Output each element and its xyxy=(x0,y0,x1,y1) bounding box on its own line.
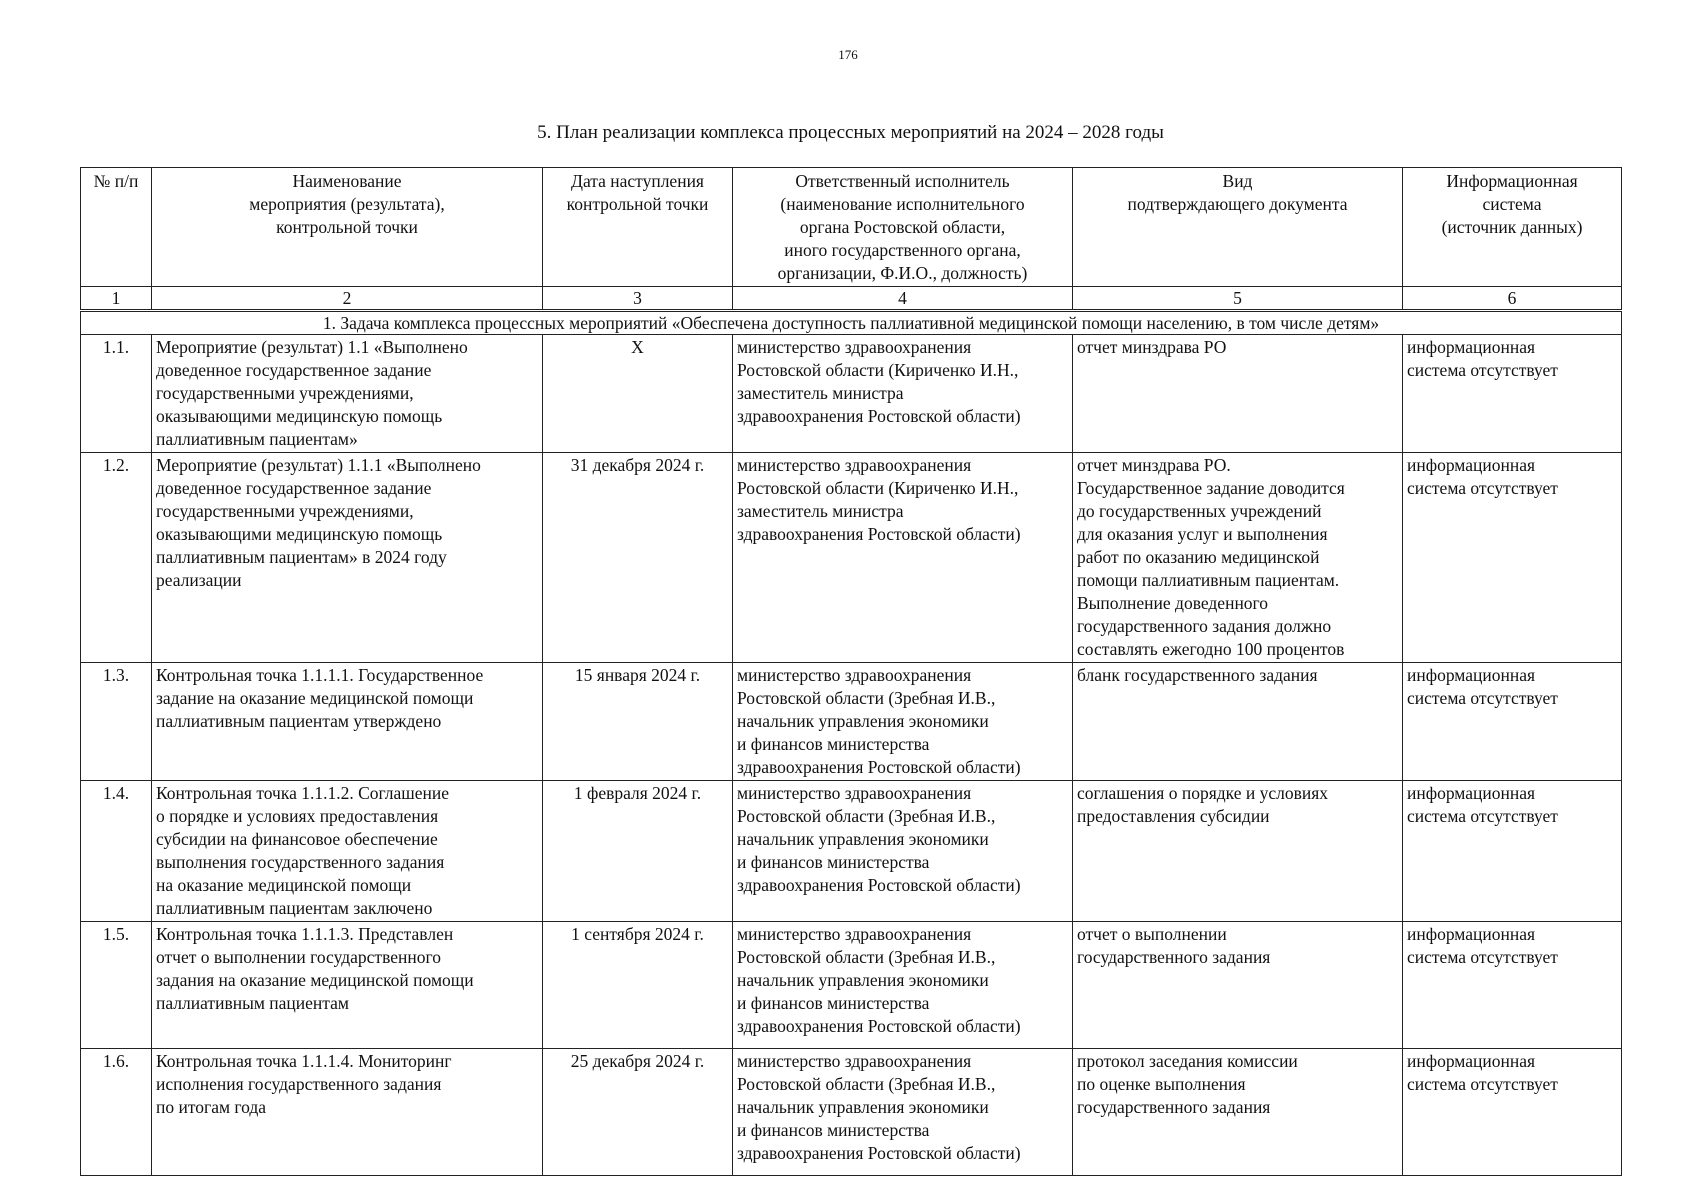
row-number: 1.1. xyxy=(81,335,152,453)
row-info-system: информационная система отсутствует xyxy=(1403,922,1622,1049)
row-event-name: Мероприятие (результат) 1.1 «Выполнено доведенное государственное задание государственными учреждениями, оказывающими медицинскую помощь паллиативным пациентам» xyxy=(152,335,543,453)
row-date: X xyxy=(543,335,733,453)
row-executor: министерство здравоохранения Ростовской области (Зребная И.В., начальник управления экономики и финансов министерства здравоохранения Ростовской области) xyxy=(733,922,1073,1049)
row-document: отчет минздрава РО. Государственное задание доводится до государственных учреждений для оказания услуг и выполнения работ по оказанию медицинской помощи паллиативным пациентам. Выполнение доведенного государственного задания должно составлять ежегодно 100 процентов xyxy=(1073,453,1403,663)
row-event-name: Контрольная точка 1.1.1.4. Мониторинг исполнения государственного задания по итогам года xyxy=(152,1049,543,1176)
row-info-system: информационная система отсутствует xyxy=(1403,335,1622,453)
row-executor: министерство здравоохранения Ростовской области (Зребная И.В., начальник управления экономики и финансов министерства здравоохранения Ростовской области) xyxy=(733,1049,1073,1176)
row-executor: министерство здравоохранения Ростовской области (Кириченко И.Н., заместитель министра здравоохранения Ростовской области) xyxy=(733,453,1073,663)
column-number: 5 xyxy=(1073,287,1403,311)
section-title: 1. Задача комплекса процессных мероприятий «Обеспечена доступность паллиативной медицинской помощи населению, в том числе детям» xyxy=(81,311,1622,335)
row-event-name: Контрольная точка 1.1.1.1. Государственное задание на оказание медицинской помощи паллиативным пациентам утверждено xyxy=(152,663,543,781)
column-number: 3 xyxy=(543,287,733,311)
row-executor: министерство здравоохранения Ростовской области (Кириченко И.Н., заместитель министра здравоохранения Ростовской области) xyxy=(733,335,1073,453)
table-row xyxy=(81,335,1622,453)
row-number: 1.3. xyxy=(81,663,152,781)
row-date: 25 декабря 2024 г. xyxy=(543,1049,733,1176)
section-row xyxy=(81,311,1622,335)
row-info-system: информационная система отсутствует xyxy=(1403,663,1622,781)
row-document: отчет минздрава РО xyxy=(1073,335,1403,453)
row-event-name: Контрольная точка 1.1.1.3. Представлен отчет о выполнении государственного задания на оказание медицинской помощи паллиативным пациентам xyxy=(152,922,543,1049)
header-number: № п/п xyxy=(81,168,152,287)
column-number: 1 xyxy=(81,287,152,311)
header-info-system: Информационная система (источник данных) xyxy=(1403,168,1622,287)
page-number: 176 xyxy=(838,47,858,62)
table-row xyxy=(81,1049,1622,1176)
row-info-system: информационная система отсутствует xyxy=(1403,453,1622,663)
column-number: 2 xyxy=(152,287,543,311)
column-number-row xyxy=(81,287,1622,311)
table-row xyxy=(81,663,1622,781)
row-date: 1 сентября 2024 г. xyxy=(543,922,733,1049)
row-info-system: информационная система отсутствует xyxy=(1403,781,1622,922)
row-event-name: Мероприятие (результат) 1.1.1 «Выполнено доведенное государственное задание государственными учреждениями, оказывающими медицинскую помощь паллиативным пациентам» в 2024 году реализации xyxy=(152,453,543,663)
header-executor: Ответственный исполнитель (наименование исполнительного органа Ростовской области, иного государственного органа, организации, Ф.И.О., должность) xyxy=(733,168,1073,287)
document-title: 5. План реализации комплекса процессных мероприятий на 2024 – 2028 годы xyxy=(537,122,1164,143)
row-date: 1 февраля 2024 г. xyxy=(543,781,733,922)
row-number: 1.6. xyxy=(81,1049,152,1176)
row-executor: министерство здравоохранения Ростовской области (Зребная И.В., начальник управления экономики и финансов министерства здравоохранения Ростовской области) xyxy=(733,663,1073,781)
row-executor: министерство здравоохранения Ростовской области (Зребная И.В., начальник управления экономики и финансов министерства здравоохранения Ростовской области) xyxy=(733,781,1073,922)
row-event-name: Контрольная точка 1.1.1.2. Соглашение о порядке и условиях предоставления субсидии на финансовое обеспечение выполнения государственного задания на оказание медицинской помощи паллиативным пациентам заключено xyxy=(152,781,543,922)
header-date: Дата наступления контрольной точки xyxy=(543,168,733,287)
column-number: 4 xyxy=(733,287,1073,311)
header-event-name: Наименование мероприятия (результата), контрольной точки xyxy=(152,168,543,287)
header-document: Вид подтверждающего документа xyxy=(1073,168,1403,287)
table-row xyxy=(81,453,1622,663)
row-number: 1.2. xyxy=(81,453,152,663)
row-document: соглашения о порядке и условиях предоставления субсидии xyxy=(1073,781,1403,922)
row-date: 31 декабря 2024 г. xyxy=(543,453,733,663)
table-row xyxy=(81,781,1622,922)
row-document: отчет о выполнении государственного задания xyxy=(1073,922,1403,1049)
row-document: бланк государственного задания xyxy=(1073,663,1403,781)
table-header-row xyxy=(81,168,1622,287)
row-document: протокол заседания комиссии по оценке выполнения государственного задания xyxy=(1073,1049,1403,1176)
row-number: 1.4. xyxy=(81,781,152,922)
row-number: 1.5. xyxy=(81,922,152,1049)
row-info-system: информационная система отсутствует xyxy=(1403,1049,1622,1176)
plan-table xyxy=(80,167,1622,1176)
table-row xyxy=(81,922,1622,1049)
row-date: 15 января 2024 г. xyxy=(543,663,733,781)
column-number: 6 xyxy=(1403,287,1622,311)
